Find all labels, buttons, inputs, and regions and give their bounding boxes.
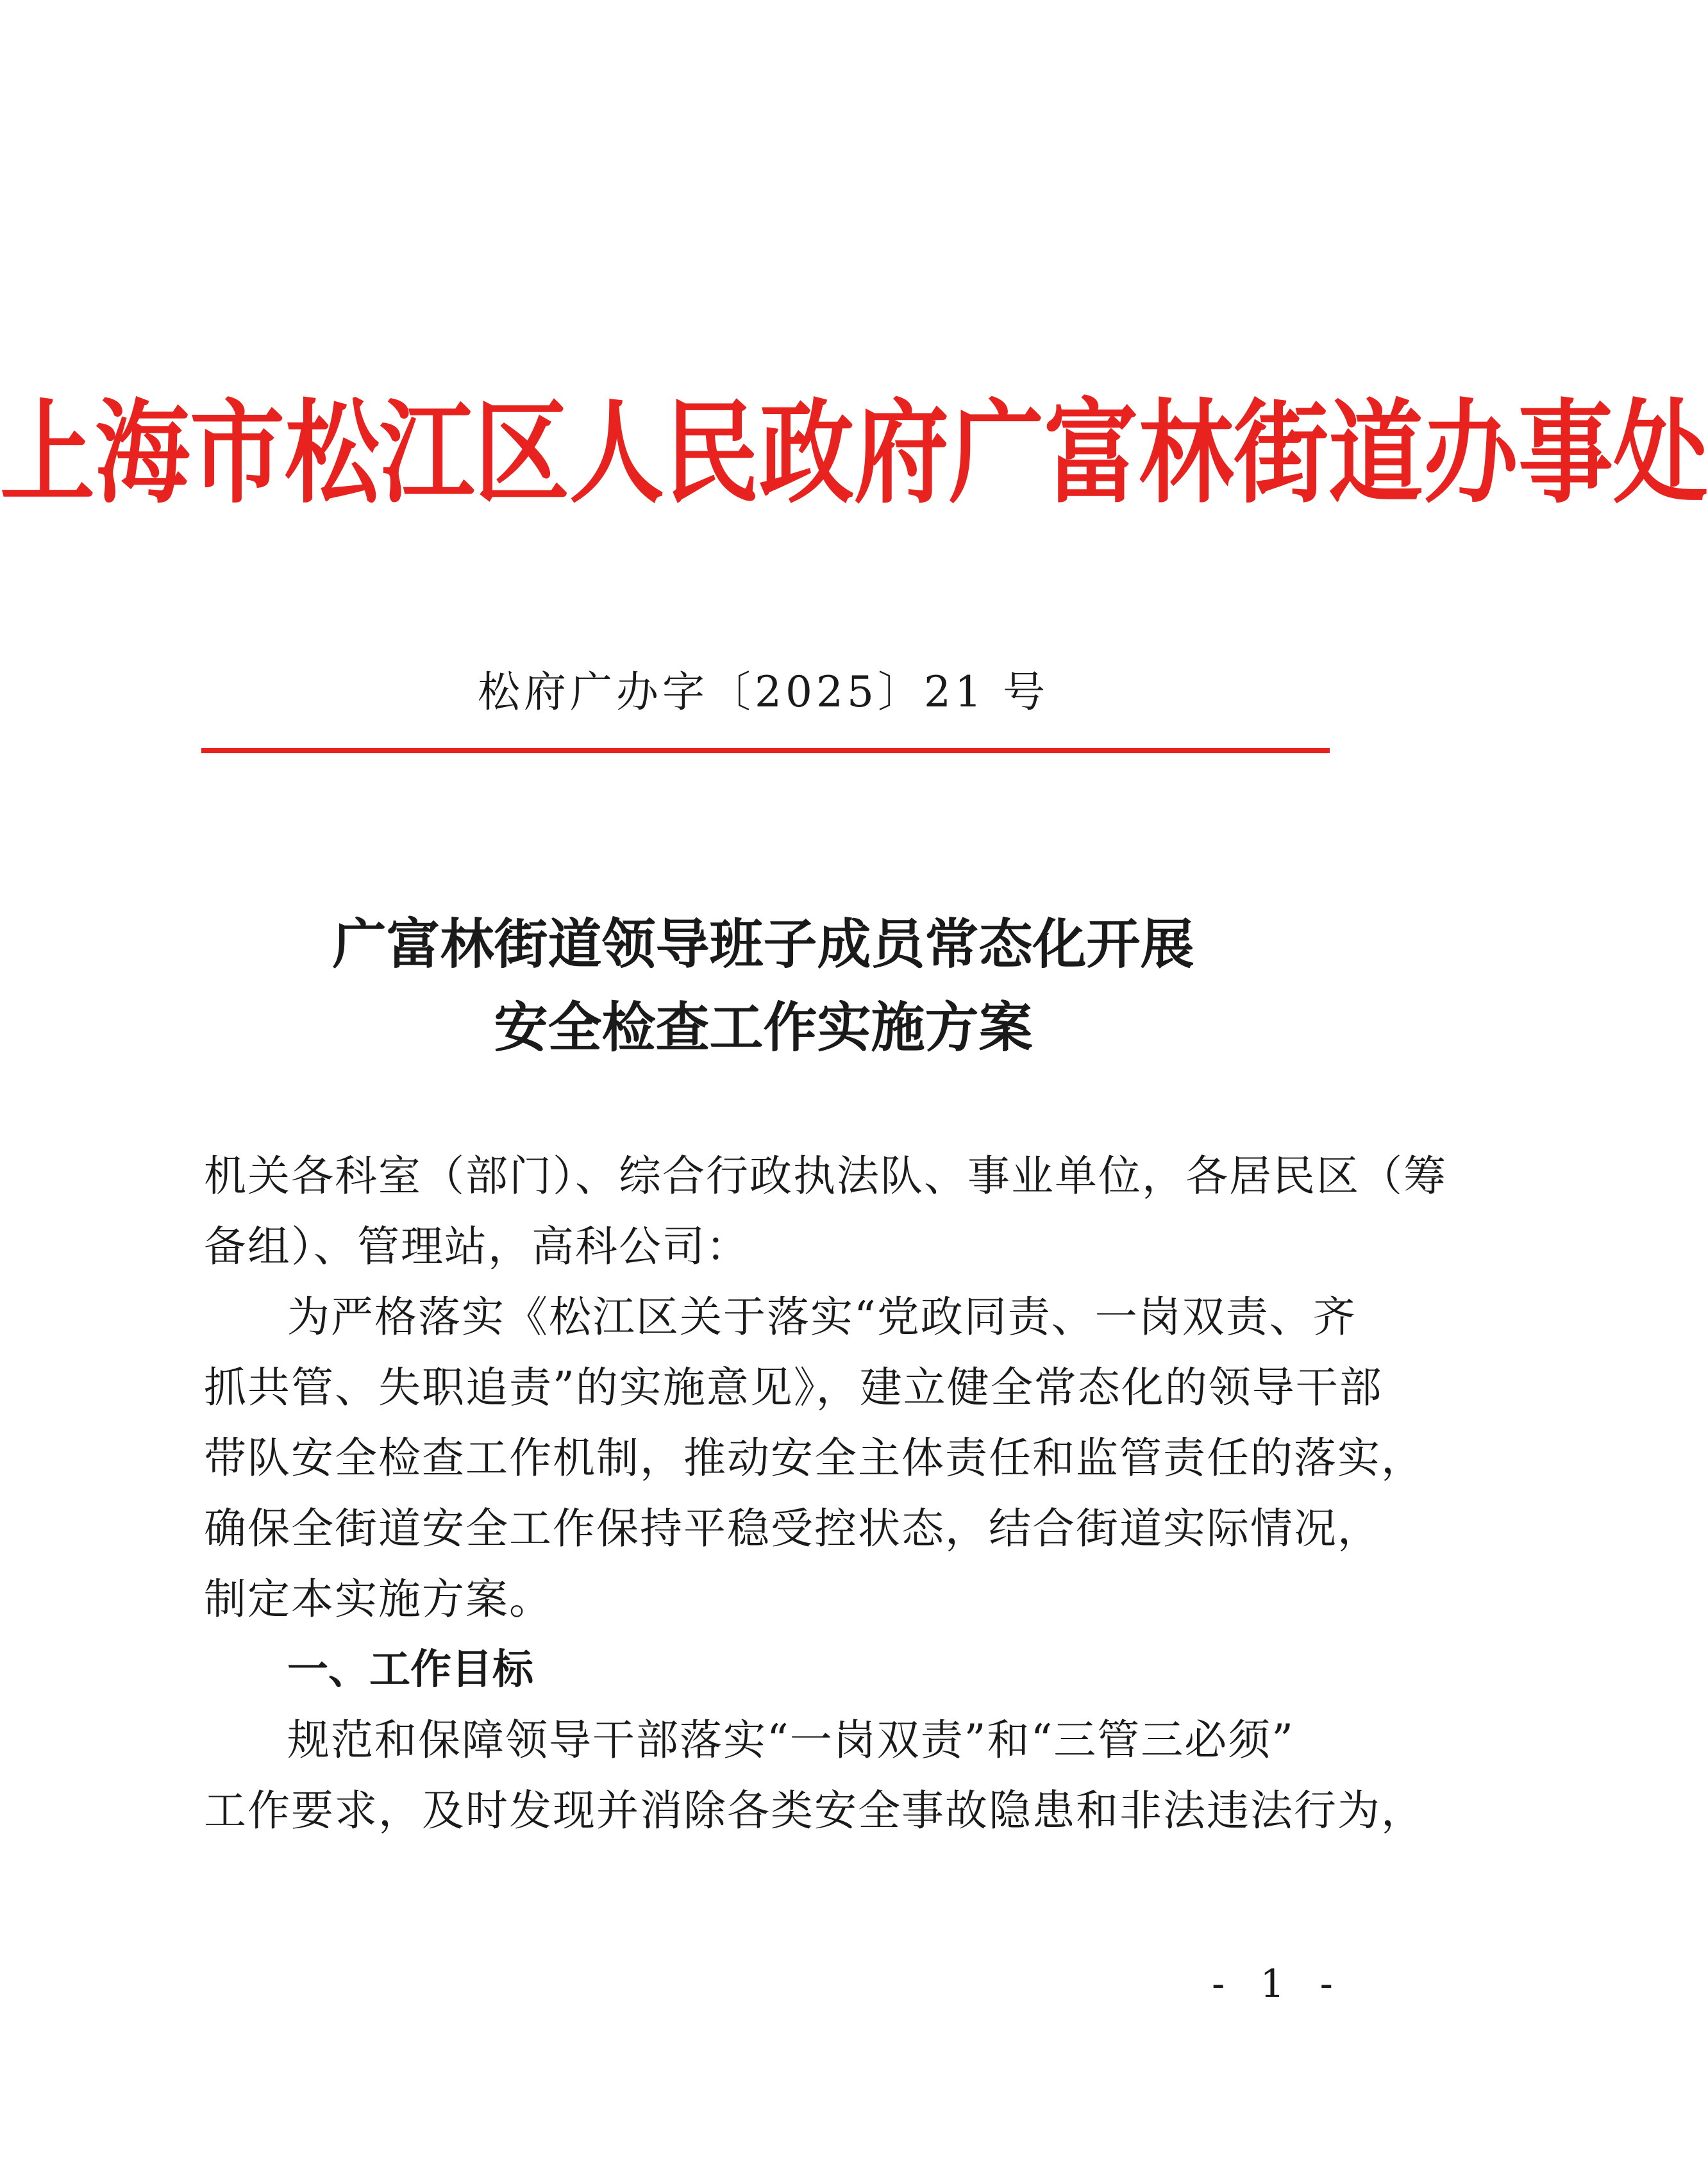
document-title-line-1: 广富林街道领导班子成员常态化开展 <box>332 912 1194 976</box>
intro-line-3: 带队安全检查工作机制，推动安全主体责任和监管责任的落实， <box>204 1433 1425 1483</box>
issuing-organization-title: 上海市松江区人民政府广富林街道办事处 <box>0 387 1708 519</box>
intro-line-4: 确保全街道安全工作保持平稳受控状态，结合街道实际情况， <box>204 1504 1381 1553</box>
red-header-rule <box>201 748 1330 753</box>
page-number: - 1 - <box>1212 1962 1344 2006</box>
recipients-line-1: 机关各科室（部门）、综合行政执法队、事业单位，各居民区（筹 <box>204 1151 1447 1201</box>
section-1-line-1: 规范和保障领导干部落实“一岗双责”和“三管三必须” <box>287 1715 1294 1765</box>
intro-line-5: 制定本实施方案。 <box>204 1574 553 1624</box>
intro-line-2: 抓共管、失职追责”的实施意见》，建立健全常态化的领导干部 <box>204 1363 1383 1412</box>
section-1-line-2: 工作要求，及时发现并消除各类安全事故隐患和非法违法行为， <box>204 1786 1425 1835</box>
recipients-line-2: 备组）、管理站，高科公司： <box>204 1222 749 1271</box>
intro-line-1: 为严格落实《松江区关于落实“党政同责、一岗双责、齐 <box>287 1292 1357 1342</box>
document-title-line-2: 安全检查工作实施方案 <box>494 996 1033 1059</box>
section-1-heading: 一、工作目标 <box>287 1646 533 1694</box>
document-number: 松府广办字〔2025〕21 号 <box>478 667 1049 717</box>
